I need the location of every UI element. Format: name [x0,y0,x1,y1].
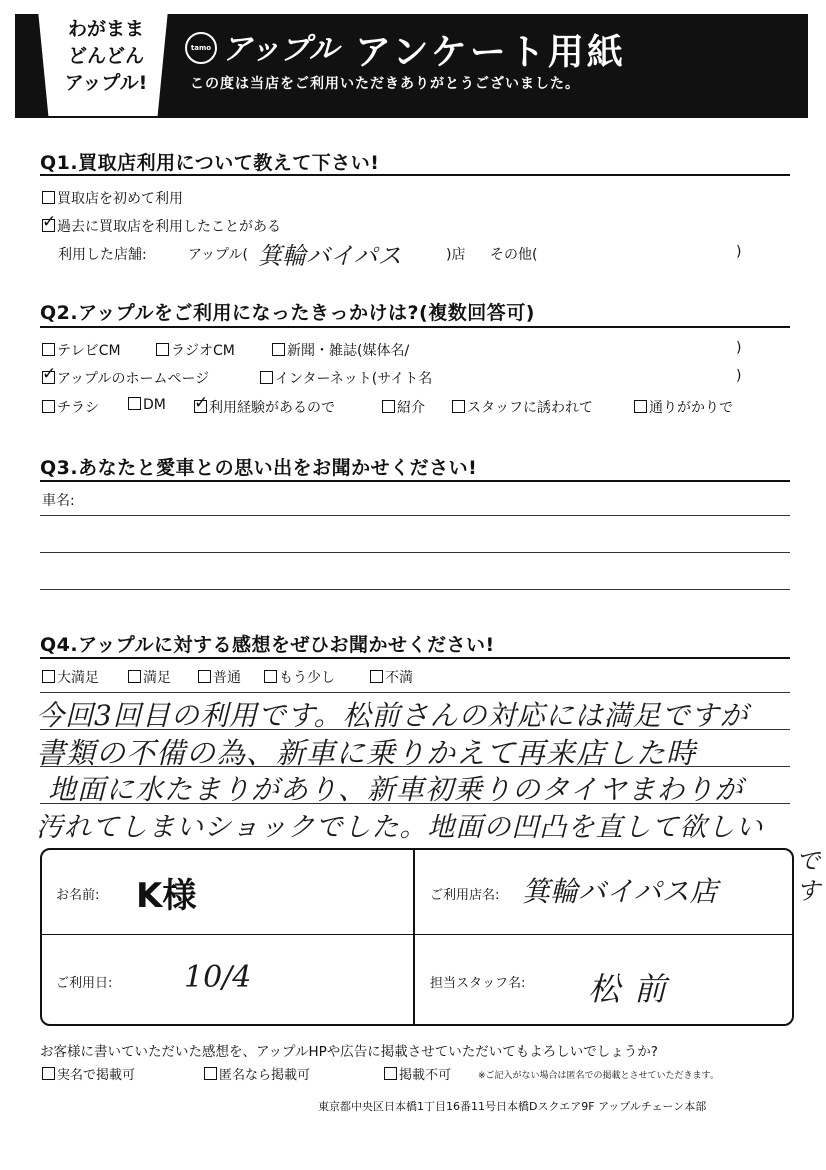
slogan-text: わがまま どんどん アップル! [64,18,148,94]
checkbox[interactable] [42,343,55,356]
option-label: 新聞・雑誌(媒体名/ [287,343,410,359]
option-label: 満足 [143,670,171,686]
q2-option-tv[interactable] [42,340,121,360]
option-label: 普通 [213,670,241,686]
q2-option-newspaper[interactable] [272,340,409,360]
checkbox[interactable] [370,670,383,683]
q3-rule [40,480,790,482]
checkbox[interactable] [384,1067,397,1080]
q2-close-paren: ) [736,368,742,384]
footer-address: 東京都中央区日本橋1丁目16番11号日本橋Dスクエア9F アップルチェーン本部 [318,1100,707,1113]
q2-option-staff[interactable] [452,397,593,417]
option-label: 不満 [385,670,413,686]
q2-option-flyer[interactable] [42,397,99,417]
customer-name-value[interactable]: K様 [136,876,197,916]
option-label: アップルのホームページ [57,371,210,387]
q4-rating-normal[interactable] [198,667,241,687]
q3-answer-line[interactable] [40,552,790,553]
checkbox[interactable] [42,1067,55,1080]
q2-option-dm[interactable] [128,397,166,413]
checkbox[interactable] [264,670,277,683]
q1-store-prefix: アップル( [188,247,248,263]
checkbox[interactable] [272,343,285,356]
checkbox[interactable] [42,670,55,683]
q2-title: Q2.アップルをご利用になったきっかけは?(複数回答可) [40,302,535,324]
q4-answer-handwritten-4: 汚れてしまいショックでした。地面の凹凸を直して欲しい [36,812,764,843]
option-label: 利用経験があるので [209,400,335,416]
q2-option-referral[interactable] [382,397,425,417]
option-label: 紹介 [397,400,425,416]
checkbox-checked[interactable] [42,219,55,232]
option-label: ラジオCM [171,343,235,359]
q3-title: Q3.あなたと愛車との思い出をお聞かせください! [40,457,478,479]
customer-staff-value[interactable]: 松前 [588,970,681,1008]
customer-store-label: ご利用店名: [430,888,500,903]
option-label: 大満足 [57,670,99,686]
q2-option-homepage[interactable] [42,368,209,388]
q3-answer-line[interactable] [40,589,790,590]
option-label: スタッフに誘われて [467,400,593,416]
q2-option-internet[interactable] [260,368,432,388]
checkbox[interactable] [128,670,141,683]
q1-option-used-before[interactable] [42,216,281,236]
consent-option-decline[interactable] [384,1064,451,1083]
customer-store-value[interactable]: 箕輪バイパス店 [522,875,718,908]
q1-store-label: 利用した店舗: [58,247,147,263]
q2-option-experience[interactable] [194,397,335,417]
q4-rule [40,657,790,659]
form-title: アンケート用紙 [355,32,626,73]
q1-rule [40,174,790,176]
q4-answer-line [40,692,790,693]
customer-date-label: ご利用日: [56,976,113,991]
checkbox[interactable] [382,400,395,413]
q2-close-paren: ) [736,340,742,356]
thanks-message: この度は当店をご利用いただきありがとうございました。 [190,76,580,92]
checkbox[interactable] [452,400,465,413]
consent-note: ※ご記入がない場合は匿名での掲載とさせていただきます。 [478,1071,719,1081]
checkbox[interactable] [260,371,273,384]
q4-answer-handwritten-3: 地面に水たまりがあり、新車初乗りのタイヤまわりが [48,773,744,806]
q4-rating-unsatisfied[interactable] [370,667,413,687]
customer-date-value[interactable]: 10/4 [184,960,252,995]
checkbox[interactable] [198,670,211,683]
q1-other-close: ) [736,244,742,260]
q4-rating-could-improve[interactable] [264,667,335,687]
checkbox[interactable] [42,191,55,204]
customer-box-divider-horizontal [40,934,792,935]
consent-option-anonymous[interactable] [204,1064,310,1083]
q1-option-first-time[interactable] [42,188,183,208]
option-label: インターネット(サイト名 [275,371,433,387]
option-label: 買取店を初めて利用 [57,191,183,207]
q4-title: Q4.アップルに対する感想をぜひお聞かせください! [40,634,495,656]
q4-answer-overflow: です [796,847,820,905]
customer-box-divider-vertical [413,848,415,1024]
option-label: 匿名なら掲載可 [219,1068,311,1083]
q4-rating-satisfied[interactable] [128,667,171,687]
option-label: 実名で掲載可 [57,1068,136,1083]
checkbox[interactable] [42,400,55,413]
customer-name-label: お名前: [56,888,100,903]
checkbox[interactable] [156,343,169,356]
checkbox[interactable] [634,400,647,413]
q1-store-handwritten: 箕輪バイパス [258,242,402,270]
q1-other-label: その他( [490,247,538,263]
customer-staff-label: 担当スタッフ名: [430,976,526,991]
option-label: テレビCM [57,343,121,359]
option-label: DM [143,397,166,413]
q1-title: Q1.買取店利用について教えて下さい! [40,152,380,174]
q2-option-passing[interactable] [634,397,733,417]
checkbox-checked[interactable] [194,400,207,413]
q2-option-radio[interactable] [156,340,235,360]
checkbox[interactable] [128,397,141,410]
option-label: 過去に買取店を利用したことがある [57,219,281,235]
option-label: 通りがかりで [649,400,733,416]
option-label: 掲載不可 [399,1068,452,1083]
q3-car-label: 車名: [42,493,75,509]
q2-rule [40,326,790,328]
brand-logo-icon: tamo [185,32,217,64]
option-label: もう少し [279,670,335,686]
consent-option-real-name[interactable] [42,1064,135,1083]
consent-question: お客様に書いていただいた感想を、アップルHPや広告に掲載させていただいてもよろしいでしょうか? [40,1044,658,1060]
brand-name: アップル [222,32,339,67]
q4-rating-very-satisfied[interactable] [42,667,99,687]
option-label: チラシ [57,400,99,416]
q3-answer-line[interactable] [40,515,790,516]
q4-answer-handwritten-1: 今回3回目の利用です。松前さんの対応には満足ですが [36,699,749,732]
q4-answer-handwritten-2: 書類の不備の為、新車に乗りかえて再来店した時 [36,736,697,770]
checkbox-checked[interactable] [42,371,55,384]
checkbox[interactable] [204,1067,217,1080]
q1-store-suffix: )店 [446,247,466,263]
